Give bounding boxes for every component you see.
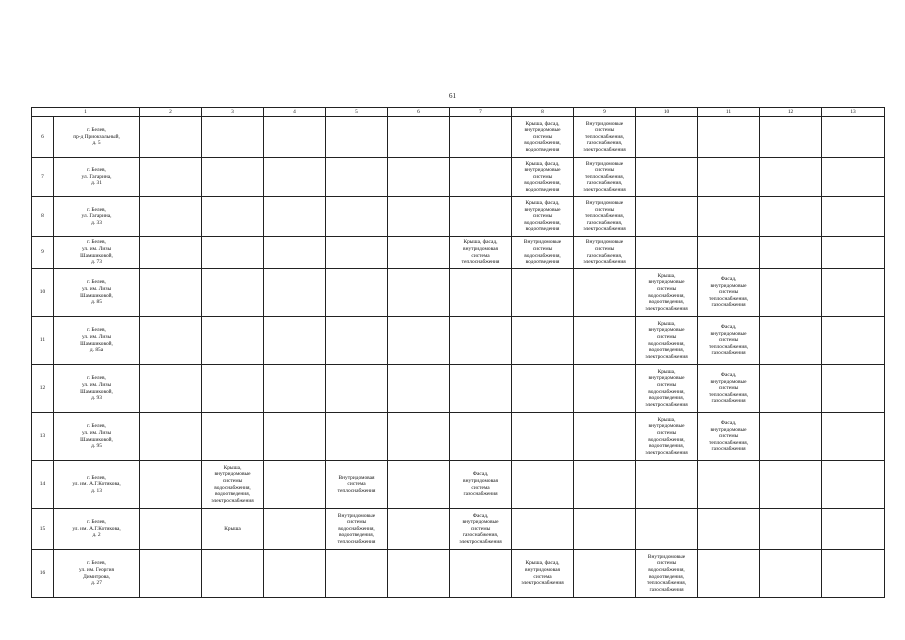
work-cell-13 <box>822 197 885 237</box>
work-cell-7 <box>450 365 512 413</box>
work-cell-10 <box>636 117 698 158</box>
work-cell-5: Внутридомовые системы водоснабжения, водоотведения, теплоснабжения <box>326 509 388 550</box>
work-cell-2 <box>140 269 202 317</box>
work-cell-5 <box>326 197 388 237</box>
work-cell-11 <box>698 117 760 158</box>
work-cell-3 <box>202 117 264 158</box>
work-cell-6 <box>388 158 450 197</box>
work-cell-11 <box>698 550 760 598</box>
work-cell-5 <box>326 413 388 461</box>
work-cell-9 <box>574 461 636 509</box>
work-cell-8 <box>512 365 574 413</box>
work-cell-13 <box>822 461 885 509</box>
column-header-9: 9 <box>574 108 636 117</box>
work-cell-3: Крыша <box>202 509 264 550</box>
work-cell-13 <box>822 550 885 598</box>
work-cell-11 <box>698 158 760 197</box>
work-cell-6 <box>388 237 450 269</box>
work-cell-10: Крыша, внутридомовые системы водоснабжения, водоотведения, электроснабжения <box>636 365 698 413</box>
row-number: 7 <box>32 158 54 197</box>
work-cell-6 <box>388 317 450 365</box>
work-cell-6 <box>388 550 450 598</box>
work-cell-9 <box>574 365 636 413</box>
work-cell-5: Внутридомовая система теплоснабжения <box>326 461 388 509</box>
work-cell-4 <box>264 237 326 269</box>
work-cell-12 <box>760 509 822 550</box>
work-cell-11: Фасад, внутридомовые системы теплоснабжения, газоснабжения <box>698 269 760 317</box>
row-number: 8 <box>32 197 54 237</box>
column-header-6: 6 <box>388 108 450 117</box>
work-cell-13 <box>822 509 885 550</box>
work-cell-7: Фасад, внутридомовая система газоснабжения <box>450 461 512 509</box>
work-cell-6 <box>388 269 450 317</box>
work-cell-5 <box>326 550 388 598</box>
table-row <box>32 269 885 317</box>
table-row <box>32 158 885 197</box>
work-cell-9: Внутридомовые системы теплоснабжения, газоснабжения, электроснабжения <box>574 117 636 158</box>
work-cell-12 <box>760 413 822 461</box>
table-row <box>32 550 885 598</box>
work-cell-2 <box>140 158 202 197</box>
work-cell-2 <box>140 317 202 365</box>
work-cell-10: Внутридомовые системы водоснабжения, водоотведения, теплоснабжения, газоснабжения <box>636 550 698 598</box>
column-header-2: 2 <box>140 108 202 117</box>
work-cell-8: Крыша, фасад, внутридомовые системы водоснабжения, водоотведения <box>512 158 574 197</box>
work-cell-12 <box>760 237 822 269</box>
work-cell-9 <box>574 509 636 550</box>
work-cell-6 <box>388 365 450 413</box>
work-cell-9: Внутридомовые системы газоснабжения, электроснабжения <box>574 237 636 269</box>
work-cell-3 <box>202 237 264 269</box>
repair-schedule-table <box>31 107 885 598</box>
work-cell-13 <box>822 117 885 158</box>
work-cell-4 <box>264 197 326 237</box>
work-cell-2 <box>140 413 202 461</box>
address-cell: г. Белев, ул. им. Лизы Шамшиковой, д. 85а <box>54 317 140 365</box>
work-cell-7 <box>450 550 512 598</box>
work-cell-11 <box>698 461 760 509</box>
work-cell-10 <box>636 158 698 197</box>
work-cell-3 <box>202 550 264 598</box>
work-cell-8: Крыша, фасад, внутридомовая система электроснабжения <box>512 550 574 598</box>
work-cell-2 <box>140 461 202 509</box>
work-cell-11 <box>698 509 760 550</box>
work-cell-11: Фасад, внутридомовые системы теплоснабжения, газоснабжения <box>698 317 760 365</box>
work-cell-3 <box>202 197 264 237</box>
work-cell-10 <box>636 237 698 269</box>
work-cell-7: Фасад, внутридомовые системы газоснабжения, электроснабжения <box>450 509 512 550</box>
row-number: 16 <box>32 550 54 598</box>
work-cell-9: Внутридомовые системы теплоснабжения, газоснабжения, электроснабжения <box>574 197 636 237</box>
work-cell-12 <box>760 269 822 317</box>
work-cell-5 <box>326 269 388 317</box>
work-cell-13 <box>822 269 885 317</box>
work-cell-8: Крыша, фасад, внутридомовые системы водоснабжения, водоотведения <box>512 117 574 158</box>
work-cell-9 <box>574 269 636 317</box>
work-cell-11: Фасад, внутридомовые системы теплоснабжения, газоснабжения <box>698 413 760 461</box>
address-cell: г. Белев, ул. им. Лизы Шамшиковой, д. 93 <box>54 365 140 413</box>
work-cell-4 <box>264 269 326 317</box>
work-cell-10 <box>636 509 698 550</box>
work-cell-12 <box>760 317 822 365</box>
address-cell: г. Белев, ул. им. Лизы Шамшиковой, д. 85 <box>54 269 140 317</box>
work-cell-7 <box>450 117 512 158</box>
table-row <box>32 237 885 269</box>
work-cell-2 <box>140 117 202 158</box>
work-cell-11: Фасад, внутридомовые системы теплоснабжения, газоснабжения <box>698 365 760 413</box>
header-row <box>32 108 885 117</box>
work-cell-8 <box>512 461 574 509</box>
work-cell-2 <box>140 509 202 550</box>
work-cell-8: Крыша, фасад, внутридомовые системы водоснабжения, водоотведения <box>512 197 574 237</box>
column-header-12: 12 <box>760 108 822 117</box>
work-cell-8 <box>512 413 574 461</box>
table-row <box>32 461 885 509</box>
work-cell-7 <box>450 317 512 365</box>
work-cell-2 <box>140 237 202 269</box>
work-cell-8 <box>512 317 574 365</box>
address-cell: г. Белев, ул. им. Лизы Шамшиковой, д. 73 <box>54 237 140 269</box>
address-cell: г. Белев, ул. им. Георгия Димитрова, д. 27 <box>54 550 140 598</box>
column-header-10: 10 <box>636 108 698 117</box>
work-cell-9 <box>574 317 636 365</box>
work-cell-11 <box>698 197 760 237</box>
work-cell-6 <box>388 117 450 158</box>
address-cell: г. Белев, ул. им. А.Г.Котикова, д. 2 <box>54 509 140 550</box>
page-number: 61 <box>449 92 456 100</box>
address-cell: г. Белев, ул. Гагарина, д. 31 <box>54 158 140 197</box>
work-cell-12 <box>760 197 822 237</box>
row-number: 14 <box>32 461 54 509</box>
column-header-3: 3 <box>202 108 264 117</box>
work-cell-7 <box>450 413 512 461</box>
work-cell-12 <box>760 365 822 413</box>
table-row <box>32 365 885 413</box>
work-cell-12 <box>760 461 822 509</box>
work-cell-4 <box>264 509 326 550</box>
work-cell-11 <box>698 237 760 269</box>
work-cell-5 <box>326 365 388 413</box>
work-cell-5 <box>326 158 388 197</box>
address-cell: г. Белев, ул. им. А.Г.Котикова, д. 13 <box>54 461 140 509</box>
work-cell-13 <box>822 413 885 461</box>
work-cell-4 <box>264 461 326 509</box>
work-cell-13 <box>822 365 885 413</box>
work-cell-8 <box>512 269 574 317</box>
work-cell-9 <box>574 550 636 598</box>
work-cell-4 <box>264 365 326 413</box>
work-cell-4 <box>264 158 326 197</box>
work-cell-6 <box>388 413 450 461</box>
table-row <box>32 197 885 237</box>
work-cell-6 <box>388 197 450 237</box>
work-cell-10: Крыша, внутридомовые системы водоснабжения, водоотведения, электроснабжения <box>636 413 698 461</box>
work-cell-7: Крыша, фасад, внутридомовая система теплоснабжения <box>450 237 512 269</box>
row-number: 10 <box>32 269 54 317</box>
column-header-7: 7 <box>450 108 512 117</box>
work-cell-2 <box>140 550 202 598</box>
work-cell-2 <box>140 197 202 237</box>
work-cell-6 <box>388 461 450 509</box>
work-cell-4 <box>264 550 326 598</box>
work-cell-3 <box>202 317 264 365</box>
row-number: 15 <box>32 509 54 550</box>
work-cell-10 <box>636 461 698 509</box>
work-cell-3: Крыша, внутридомовые системы водоснабжения, водоотведения, электроснабжения <box>202 461 264 509</box>
row-number: 9 <box>32 237 54 269</box>
work-cell-9: Внутридомовые системы теплоснабжения, газоснабжения, электроснабжения <box>574 158 636 197</box>
table-row <box>32 509 885 550</box>
column-header-8: 8 <box>512 108 574 117</box>
work-cell-8 <box>512 509 574 550</box>
table-row <box>32 413 885 461</box>
work-cell-3 <box>202 413 264 461</box>
work-cell-9 <box>574 413 636 461</box>
work-cell-5 <box>326 317 388 365</box>
work-cell-5 <box>326 117 388 158</box>
work-cell-10: Крыша, внутридомовые системы водоснабжения, водоотведения, электроснабжения <box>636 269 698 317</box>
column-header-5: 5 <box>326 108 388 117</box>
row-number: 11 <box>32 317 54 365</box>
work-cell-13 <box>822 158 885 197</box>
work-cell-7 <box>450 197 512 237</box>
row-number: 12 <box>32 365 54 413</box>
address-cell: г. Белев, ул. Гагарина, д. 33 <box>54 197 140 237</box>
row-number: 13 <box>32 413 54 461</box>
column-header-4: 4 <box>264 108 326 117</box>
work-cell-5 <box>326 237 388 269</box>
column-header-11: 11 <box>698 108 760 117</box>
column-header-1: 1 <box>32 108 140 117</box>
work-cell-4 <box>264 413 326 461</box>
work-cell-10 <box>636 197 698 237</box>
address-cell: г. Белев, ул. им. Лизы Шамшиковой, д. 95 <box>54 413 140 461</box>
work-cell-13 <box>822 317 885 365</box>
work-cell-6 <box>388 509 450 550</box>
work-cell-12 <box>760 117 822 158</box>
work-cell-4 <box>264 117 326 158</box>
row-number: 6 <box>32 117 54 158</box>
address-cell: г. Белев, пр-д Приокзальный, д. 5 <box>54 117 140 158</box>
work-cell-3 <box>202 365 264 413</box>
work-cell-7 <box>450 269 512 317</box>
work-cell-12 <box>760 158 822 197</box>
column-header-13: 13 <box>822 108 885 117</box>
work-cell-10: Крыша, внутридомовые системы водоснабжения, водоотведения, электроснабжения <box>636 317 698 365</box>
work-cell-7 <box>450 158 512 197</box>
work-cell-4 <box>264 317 326 365</box>
work-cell-8: Внутридомовые системы водоснабжения, водоотведения <box>512 237 574 269</box>
work-cell-2 <box>140 365 202 413</box>
work-cell-3 <box>202 158 264 197</box>
work-cell-13 <box>822 237 885 269</box>
table-row <box>32 317 885 365</box>
work-cell-12 <box>760 550 822 598</box>
work-cell-3 <box>202 269 264 317</box>
table-row <box>32 117 885 158</box>
